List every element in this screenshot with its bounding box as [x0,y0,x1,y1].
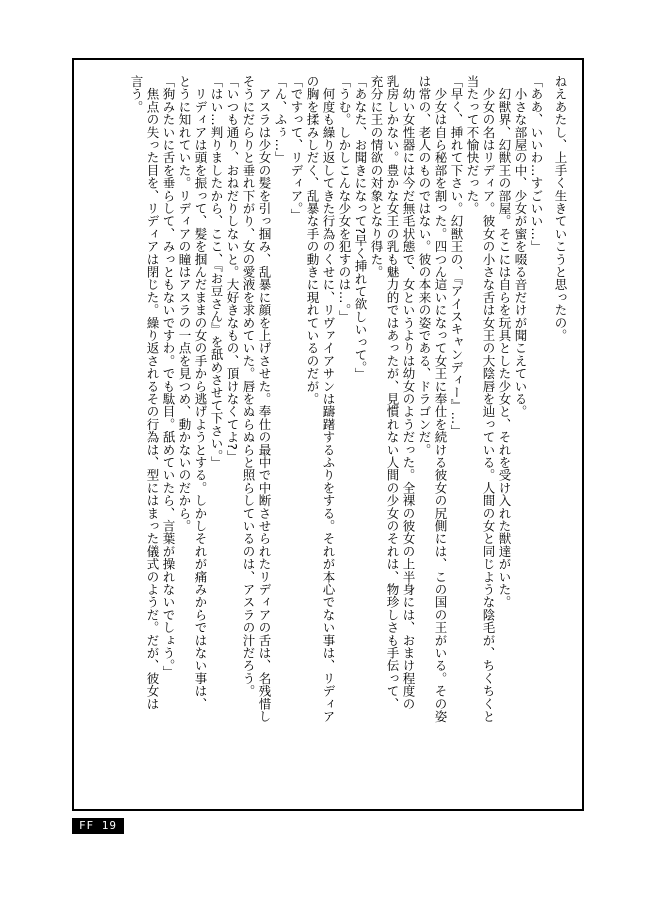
text-line: 少女の名はリディア。彼女の小さな舌は女王の大陰唇を辿っている。人間の女と同じような陰毛が、ちくちくと [481,75,496,723]
text-line: 当たって不愉快だった。 [465,75,480,215]
text-line: 何度も繰り返してきた行為のくせに、リヴァイアサンは躊躇するふりをする。それが本心でない事は、リディア [321,75,336,723]
text-line: ねえあたし、上手く生きていこうと思ったの。 [553,75,568,342]
text-line: 「いつも通り、おねだりしないと。大好きなもの、頂けなくてよ?」 [225,75,240,463]
text-line: リディアは頭を振って、髪を掴んだままの女の手から逃げようとする。しかしそれが痛みからではない事は、 [193,75,208,710]
text-line: 言う。 [129,75,144,114]
text-line: は常の、老人のものではない。彼の本来の姿である、ドラゴンだ。 [417,75,432,456]
text-line: 「早く、挿れて下さい。幻獣王の、『アイスキャンディー』…」 [449,75,464,438]
text-line: 「うむ。しかしこんな少女を犯すのは…。」 [337,75,352,323]
text-line: 「狗みたいに舌を垂らして、みっともないですわ。でも駄目。舐めていたら、言葉が操れないでしょう。」 [161,75,176,679]
text-line: 「ですって、リディア。」 [289,75,304,222]
text-line: 「はい…判りましたから、ここ、『お豆さん』を舐めさせて下さい。」 [209,75,224,469]
text-line: 小さな部屋の中、少女が蜜を啜る音だけが聞こえている。 [513,75,528,418]
text-line: 充分に王の情欲の対象となり得た。 [369,75,384,279]
text-line: とうに知れていた。リディアの瞳はアスラの一点を見つめ、動かないのだから。 [177,75,192,533]
text-line: 少女は自ら秘部を割った。四つん這いになって女王に奉仕を続ける彼女の尻側には、この国の王がいる。その姿 [433,75,448,723]
text-line: 「あなた、お聞きになって?早く挿れて欲しいって。」 [353,75,368,381]
text-line: アスラは少女の髪を引っ掴み、乱暴に顔を上げさせた。奉仕の最中で中断させられたリディアの舌は、名残惜し [257,75,272,723]
text-line: 「ああ、いいわ…すごいい…」 [529,75,544,253]
body-text [88,75,568,795]
text-line: 幻獣界、幻獣王の部屋。そこには自らを玩具とした少女と、それを受け入れた獣達がいた。 [497,75,512,609]
text-line: 乳房しかない。豊かな女王の乳も魅力的ではあったが、見慣れない人間の少女のそれは、物珍しさも手伝って、 [385,75,400,710]
text-line: 幼い女性器には今だ無毛状態で、女というよりは幼女のようだった。全裸の彼女の上半身には、おまけ程度の [401,75,416,710]
text-line: の胸を揉みしだく、乱暴な手の動きに現れているのだが。 [305,75,320,406]
text-line: そうにだらりと垂れ下がり、女の愛液を求めていた。唇をぬらぬらと照らしているのは、アスラの汁だろう。 [241,75,256,698]
text-line: 焦点の失った目を、リディアは閉じた。繰り返されるその行為は、型にはまった儀式のようだ。だが、彼女は [145,75,160,710]
page-number: FF 19 [72,818,124,834]
text-line: 「ん、ふぅ…」 [273,75,288,164]
